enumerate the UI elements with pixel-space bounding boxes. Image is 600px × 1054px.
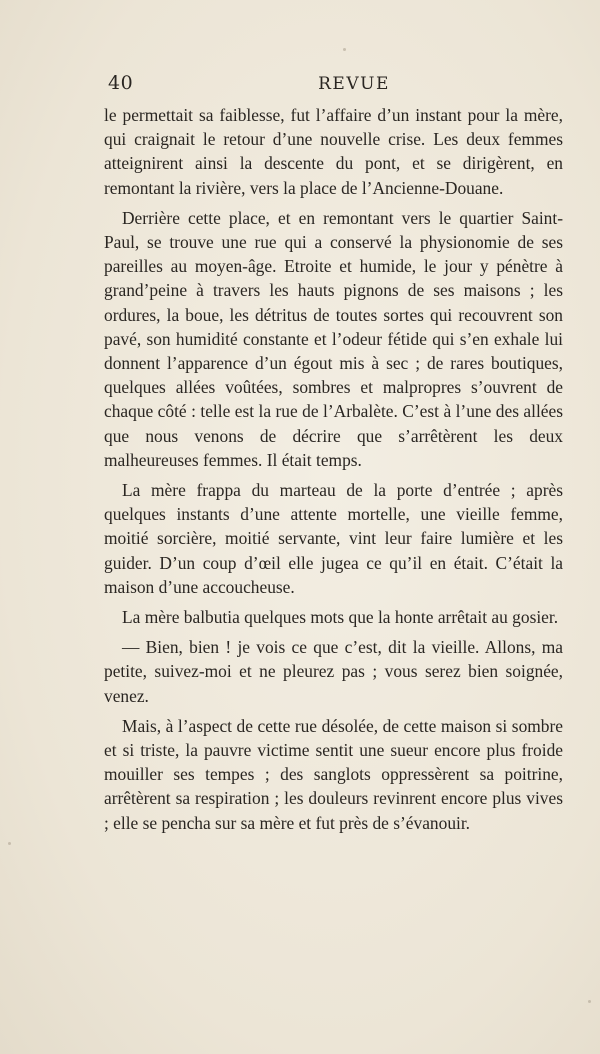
paper-speck <box>343 48 346 51</box>
paper-speck <box>588 1000 591 1003</box>
paragraph: Mais, à l’aspect de cette rue désolée, de cette maison si sombre et si triste, la pauvre victime sentit une sueur encore plus froide mouiller ses tempes ; des sanglots oppressèrent sa poitrine, arrêtèrent sa respiration ; les douleurs revinrent encore plus vives ; elle se pencha sur sa mère et fut près de s’évanouir. <box>104 715 563 833</box>
paragraph: La mère balbutia quelques mots que la honte arrêtait au gosier. <box>122 607 559 628</box>
paragraph: le permettait sa faiblesse, fut l’affaire d’un instant pour la mère, qui craignait le retour d’une nouvelle crise. Les deux femmes atteignirent ainsi la descente du pont, et se dirigèrent, en remontant la rivière, vers la place de l’Ancienne-Douane. <box>104 105 563 198</box>
journal-title: REVUE <box>318 74 390 94</box>
paper-speck <box>8 842 11 845</box>
body-text <box>104 103 563 835</box>
paragraph: Derrière cette place, et en remontant vers le quartier Saint-Paul, se trouve une rue qui a conservé la physionomie de ses pareilles au moyen-âge. Etroite et humide, le jour y pénètre à grand’peine à travers les hauts pignons de ses maisons ; les ordures, la boue, les détritus de toutes sortes qui recouvrent son pavé, son humidité constante et l’odeur fétide qui s’en exhale lui donnent l’apparence d’un égout mis à sec ; de rares boutiques, quelques allées voûtées, sombres et malpropres s’ouvrent de chaque côté : telle est la rue de l’Arbalète. C’est à l’une des allées que nous venons de décrire que s’arrêtèrent les deux malheureuses femmes. Il était temps. <box>104 207 563 470</box>
paragraph: La mère frappa du marteau de la porte d’entrée ; après quelques instants d’une attente mortelle, une vieille femme, moitié sorcière, moitié servante, vint leur faire lumière et les guider. D’un coup d’œil elle jugea ce qu’il en était. C’était la maison d’une accoucheuse. <box>104 480 563 597</box>
page-number: 40 <box>108 72 134 94</box>
running-head <box>104 72 564 100</box>
paragraph: — Bien, bien ! je vois ce que c’est, dit la vieille. Allons, ma petite, suivez-moi et ne pleurez pas ; vous serez bien soignée, venez. <box>104 637 563 706</box>
